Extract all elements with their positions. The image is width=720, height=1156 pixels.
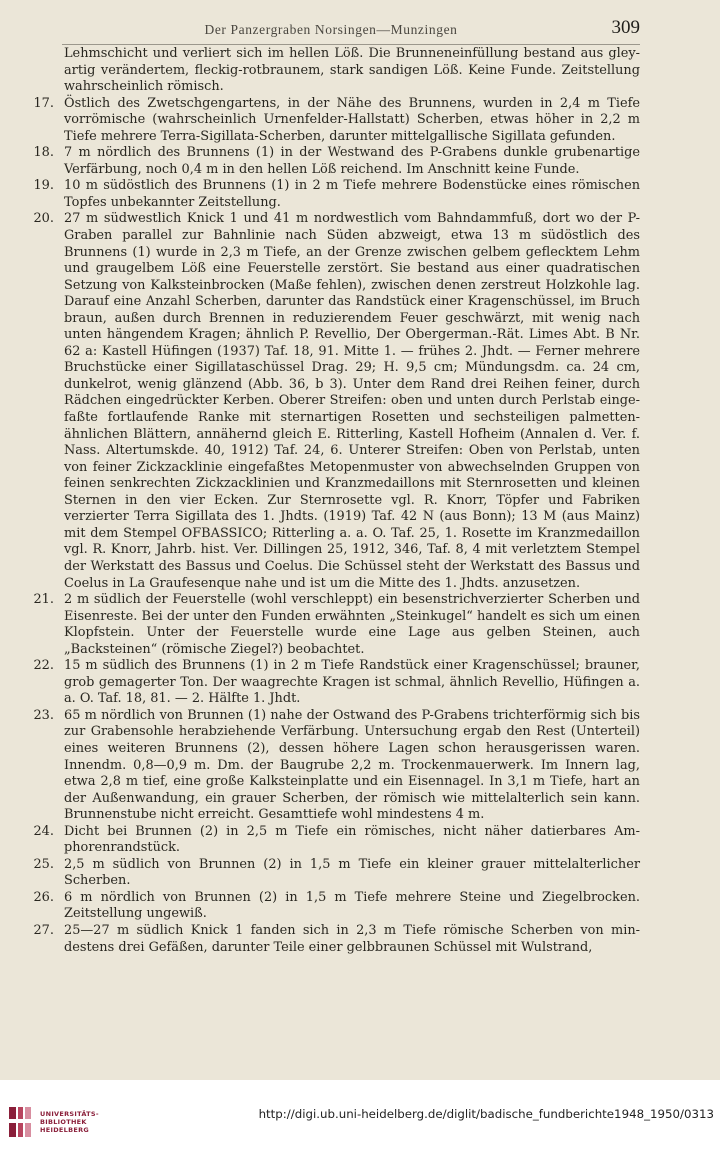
paragraph-number: 26.	[33, 889, 54, 905]
page-header	[62, 14, 640, 45]
logo-line: UNIVERSITÄTS-	[40, 1110, 99, 1118]
paragraph-18	[24, 145, 640, 178]
library-logo-icon	[8, 1106, 32, 1138]
paragraph-number: 27.	[33, 922, 54, 938]
logo-line: HEIDELBERG	[40, 1126, 90, 1134]
library-logo-text	[40, 1110, 99, 1134]
paragraph-number: 24.	[33, 823, 54, 839]
paragraph-17	[24, 96, 640, 146]
paragraph-number: 17.	[33, 95, 54, 111]
paragraph-27	[24, 923, 640, 956]
page-number: 309	[611, 17, 640, 38]
logo-line: BIBLIOTHEK	[40, 1118, 87, 1126]
paragraph-text: 2,5 m südlich von Brunnen (2) in 1,5 m Tiefe ein kleiner grauer mittelalterlicher Scherben.	[64, 856, 640, 889]
paragraph-text: 25—27 m südlich Knick 1 fanden sich in 2,3 m Tiefe römische Scherben von mindestens drei Gefäßen, darunter Teile einer gelbbraunen Schüssel mit Wulstrand,	[64, 922, 640, 955]
paragraph-text: 15 m südlich des Brunnens (1) in 2 m Tiefe Randstück einer Kragenschüssel; brauner, grob gemagerter Ton. Der waagrechte Kragen ist schmal, ähnlich Revellio, Hüfingen a. a. O. Taf. 18, 81. — 2. Hälfte 1. Jhdt.	[64, 658, 640, 707]
paragraph-25	[24, 857, 640, 890]
paragraph-text: 10 m südöstlich des Brunnens (1) in 2 m Tiefe mehrere Bodenstücke eines römischen Topfes unbekannter Zeitstellung.	[64, 178, 640, 210]
paragraph-number: 21.	[33, 592, 54, 608]
paragraph-number: 18.	[33, 145, 54, 161]
paragraph-24	[24, 824, 640, 857]
paragraph-text: Lehmschicht und verliert sich im hellen Löß. Die Brunneneinfüllung bestand aus gley-artig verändertem, fleckig-rotbraunem, stark sandigen Löß. Keine Funde. Zeitstellung wahrscheinlich römisch.	[64, 46, 640, 95]
paragraph-text: 6 m nördlich von Brunnen (2) in 1,5 m Tiefe mehrere Steine und Ziegelbrocken. Zeitstellung ungewiß.	[64, 889, 640, 922]
paragraph-19	[24, 178, 640, 211]
paragraph-21	[24, 592, 640, 658]
paragraph-number: 25.	[33, 856, 54, 872]
paragraph-23	[24, 708, 640, 824]
paragraph-20	[24, 211, 640, 592]
paragraph-text: 7 m nördlich des Brunnens (1) in der Westwand des P-Grabens dunkle grubenartige Verfärbung, noch 0,4 m in den hellen Löß reichend. Im Anschnitt keine Funde.	[64, 145, 640, 177]
paragraph-number: 19.	[33, 178, 54, 194]
paragraph-continuation	[24, 46, 640, 96]
paragraph-26	[24, 890, 640, 923]
paragraph-text: 65 m nördlich von Brunnen (1) nahe der Ostwand des P-Grabens trichterförmig sich bis zur Grabensohle herabziehende Verfärbung. Untersuchung ergab den Rest (Unterteil) eines weiteren Brunnens (2), dessen höhere Lagen schon herausgerissen waren. Innendm. 0,8—0,9 m. Dm. der Baugrube 2,2 m. Trockenmauerwerk. Im Innern lag, etwa 2,8 m tief, eine große Kalksteinplatte und ein Eisennagel. In 3,1 m Tiefe, hart an der Außenwandung, ein grauer Scherben, der römisch wie mittelalterlich sein kann. Brunnenstube nicht erreicht. Gesamttiefe wohl mindestens 4 m.	[64, 707, 640, 823]
paragraph-number: 20.	[33, 211, 54, 227]
source-url-link[interactable]: http://digi.ub.uni-heidelberg.de/diglit/badische_fundberichte1948_1950/0313	[258, 1107, 714, 1121]
paragraph-number: 22.	[33, 658, 54, 674]
running-title: Der Panzergraben Norsingen—Munzingen	[204, 22, 458, 37]
paragraph-text: Dicht bei Brunnen (2) in 2,5 m Tiefe ein römisches, nicht näher datierbares Amphorenrandstück.	[64, 823, 640, 856]
paragraph-number: 23.	[33, 707, 54, 723]
paragraph-text: 2 m südlich der Feuerstelle (wohl verschleppt) ein besenstrichverzierter Scherben und Eisenreste. Bei der unter den Funden erwähnten „Steinkugel“ handelt es sich um einen Klopfstein. Unter der Feuerstelle wurde eine Lage aus gelben Steinen, auch „Backsteinen“ (römische Ziegel?) beobachtet.	[64, 592, 640, 657]
paragraph-22	[24, 658, 640, 708]
viewer-footer	[0, 1080, 720, 1156]
paragraph-text: Östlich des Zwetschgengartens, in der Nähe des Brunnens, wurden in 2,4 m Tiefe vorrömische (wahrscheinlich Urnenfelder-Hallstatt) Scherben, etwas höher in 2,2 m Tiefe mehrere Terra-Sigillata-Scherben, darunter mittelgallische Sigillata gefunden.	[64, 95, 640, 144]
paragraph-text: 27 m südwestlich Knick 1 und 41 m nordwestlich vom Bahndammfuß, dort wo der P-Graben parallel zur Bahnlinie nach Süden abzweigt, etwa 13 m südöstlich des Brunnens (1) wurde in 2,3 m Tiefe, an der Grenze zwischen gelbem geflecktem Lehm und graugelbem Löß eine Feuerstelle zerstört. Sie bestand aus einer quadratischen Setzung von Kalksteinbrocken (Maße fehlen), zwischen denen zerstreut Holzkohle lag. Darauf eine Anzahl Scherben, darunter das Randstück einer Kragenschüssel, im Bruch braun, außen durch Brennen in reduzierendem Feuer geschwärzt, mit wenig nach unten hängendem Kragen; ähnlich P. Revellio, Der Obergerman.-Rät. Limes Abt. B Nr. 62 a: Kastell Hüfingen (1937) Taf. 18, 91. Mitte 1. — frühes 2. Jhdt. — Ferner mehrere Bruchstücke einer Sigillataschüssel Drag. 29; H. 9,5 cm; Mündungsdm. ca. 24 cm, dunkelrot, wenig glänzend (Abb. 36, b 3). Unter dem Rand drei Reihen feiner, durch Rädchen eingedrückter Kerben. Oberer Streifen: oben und unten durch Perlstab eingefaßte fortlaufende Ranke mit sternartigen Rosetten und sechsteiligen palmettenähnlichen Blättern, annähernd gleich E. Ritterling, Kastell Hofheim (Annalen d. Ver. f. Nass. Altertumskde. 40, 1912) Taf. 24, 6. Unterer Streifen: Oben von Perlstab, unten von feiner Zickzacklinie eingefaßtes Metopenmuster von abwechselnden Gruppen von feinen senkrechten Zickzacklinien und Kranzmedaillons mit Sternrosetten und kleinen Sternen in den vier Ecken. Zur Sternrosette vgl. R. Knorr, Töpfer und Fabriken verzierter Terra Sigillata des 1. Jhdts. (1919) Taf. 42 N (aus Bonn); 13 M (aus Mainz) mit dem Stempel OFBASSICO; Ritterling a. a. O. Taf. 25, 1. Rosette im Kranzmedaillon vgl. R. Knorr, Jahrb. hist. Ver. Dillingen 25, 1912, 346, Taf. 8, 4 mit verletztem Stempel der Werkstatt des Bassus und Coelus. Die Schüssel steht der Werkstatt des Bassus und Coelus in La Graufesenque nahe und ist um die Mitte des 1. Jhdts. anzusetzen.	[64, 211, 640, 591]
body-text	[24, 46, 640, 956]
library-logo[interactable]	[8, 1106, 128, 1150]
